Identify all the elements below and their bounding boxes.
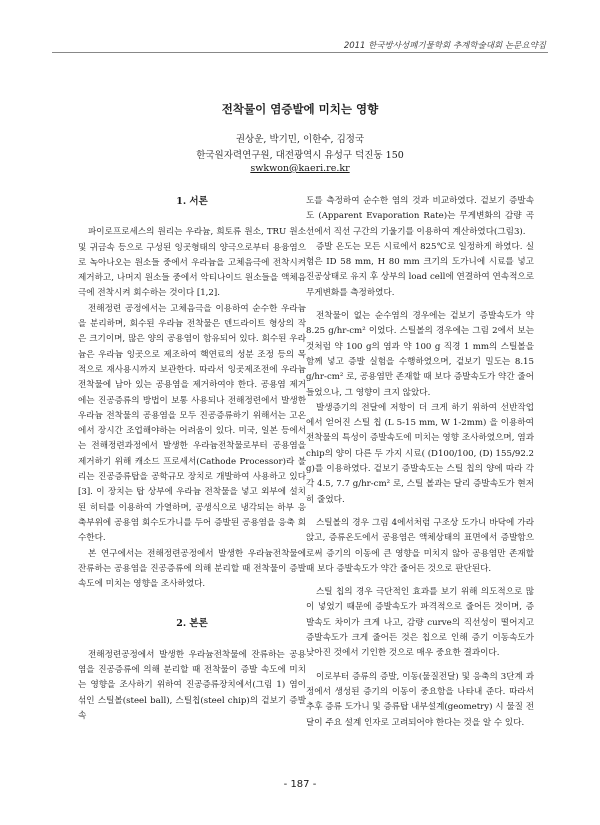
intro-paragraph-2: 전해정련 공정에서는 고체음극을 이용하여 순수한 우라늄을 분리하며, 회수된 우라늄 전착물은 덴드라이트 형상의 작은 크기이며, 많은 양의 공용염이 함유되어 있다. 회수된 우라늄은 우라늄 잉곳으로 제조하여 핵연료의 성분 조정 등의 목적으로 재사용시까지 보관한다. 따라서 잉곳제조전에 우라늄전착물에 남아 있는 공용염을 제거하여야 한다. 공용염 제거에는 진공증류의 방법이 보통 사용되나 전해정련에서 발생한 우라늄 전착물의 공용염을 모두 진공증류하기 위해서는 고온에서 장시간 조업해야하는 어려움이 있다. 미국, 일본 등에서는 전해정련과정에서 발생한 우라늄전착물로부터 공용염을 제거하기 위해 캐소드 프로세서(Cathode Processor)라 불리는 진공증류탑을 공학규모 장치로 개발하여 사용하고 있다[3]. 이 장치는 탑 상부에 우라늄 전착물을 넣고 외부에 설치된 히터를 이용하여 가열하며, 공생식으로 냉각되는 하부 응축부위에 공용염 회수도가니를 두어 증발된 공용염을 응축 회수한다. bbox=[78, 303, 306, 544]
section-heading-body: 2. 본론 bbox=[176, 618, 208, 630]
body-paragraph-5: 스틸볼의 경우 그림 4에서처럼 구조상 도가니 바닥에 가라앉고, 증류온도에서 공용염은 액체상태의 표면에서 증발함으로써 증기의 이동에 큰 영향을 미치지 않아 공용염만 존재할 때 보다 증발속도가 약간 줄어든 것으로 판단된다. bbox=[306, 517, 534, 574]
body-paragraph-7: 이로부터 증류의 증발, 이동(물질전달) 및 응축의 3단계 과정에서 생성된 증기의 이동이 중요함을 나타내 준다. 따라서 추후 증류 도가니 및 증류탑 내부설계(geometry) 시 물질 전달이 주요 설계 인자로 고려되어야 한다는 것을 알 수 있다. bbox=[306, 671, 534, 728]
body-paragraph-3: 전착물이 없는 순수염의 경우에는 겉보기 증발속도가 약 8.25 g/hr-cm² 이었다. 스틸볼의 경우에는 그림 2에서 보는 것처럼 약 100 g의 염과 약 100 g 직경 1 mm의 스틸볼을 함께 넣고 증발 실험을 수행하였으며, 겉보기 밀도는 8.15 g/hr-cm² 로, 공용염만 존재할 때 보다 증발속도가 약간 줄어들었으나, 그 영향이 크지 않았다. bbox=[306, 311, 534, 398]
body-paragraph-1: 전해정련공정에서 발생한 우라늄전착물에 잔류하는 공용염을 진공증류에 의해 분리할 때 전착물이 증발 속도에 미치는 영향을 조사하기 위하여 진공증류장치에서(그림 1) 염이 섞인 스틸볼(steel ball), 스틸칩(steel chip)의 겉보기 증발 속 bbox=[78, 649, 306, 721]
header-rule bbox=[52, 52, 548, 53]
left-column bbox=[78, 194, 306, 724]
body-paragraph-2: 증발 온도는 모든 시료에서 825℃로 일정하게 하였다. 실험은 ID 58 mm, H 80 mm 크기의 도가니에 시료를 넣고 진공상태로 유지 후 상부의 load cell에 연결하여 연속적으로 무게변화를 측정하였다. bbox=[306, 241, 534, 298]
email-link[interactable]: swkwon@kaeri.re.kr bbox=[250, 163, 350, 174]
body-paragraph-6: 스틸 칩의 경우 극단적인 효과를 보기 위해 의도적으로 많이 넣었기 때문에 증발속도가 파격적으로 줄어든 것이며, 증발속도 차이가 크게 나고, 감량 curve의 직선성이 떨어지고 증발속도가 크게 줄어든 것은 칩으로 인해 증기 이동속도가 낮아진 것에서 기인한 것으로 매우 중요한 결과이다. bbox=[306, 587, 534, 659]
running-head: 2011 한국방사성폐기물학회 추계학술대회 논문요약집 bbox=[343, 41, 546, 51]
right-column bbox=[306, 194, 534, 731]
paper-affiliation: 한국원자력연구원, 대전광역시 유성구 덕진동 150 bbox=[196, 150, 404, 161]
paper-title: 전착물이 염증발에 미치는 영향 bbox=[221, 102, 379, 116]
page-number: - 187 - bbox=[283, 779, 317, 790]
intro-paragraph-1: 파이로프로세스의 원리는 우라늄, 희토류 원소, TRU 원소 및 귀금속 등으로 구성된 잉곳형태의 양극으로부터 용융염으로 녹아나오는 원소들 중에서 우라늄을 고체음극에 전착시켜 제거하고, 나머지 원소들 중에서 악티나이드 원소들을 액체음극에 전착시켜 회수하는 것이다 [1,2]. bbox=[78, 227, 306, 299]
intro-paragraph-3: 본 연구에서는 전해정련공정에서 발생한 우라늄전착물에 잔류하는 공용염을 진공증류에 의해 분리할 때 전착물이 증발 속도에 미치는 영향을 조사하였다. bbox=[78, 548, 306, 590]
paper-authors: 권상운, 박기민, 이한수, 김정국 bbox=[235, 134, 365, 145]
paper-email bbox=[0, 163, 600, 174]
section-heading-intro: 1. 서론 bbox=[176, 196, 208, 207]
body-paragraph-1-cont: 도를 측정하여 순수한 염의 것과 비교하였다. 겉보기 증발속도 (Apparent Evaporation Rate)는 무게변화의 감량 곡선에서 직선 구간의 기울기를 이용하여 계산하였다(그림3). bbox=[306, 196, 534, 237]
body-paragraph-4: 발생증기의 전달에 저항이 더 크게 하기 위하여 선반작업에서 얻어진 스틸 칩 (L 5-15 mm, W 1-2mm) 을 이용하여 전착물의 특성이 증발속도에 미치는 영향 조사하였으며, 염과 chip의 양이 다른 두 가지 시료( (D100/100, (D) 155/92.2 g)를 이용하였다. 겉보기 증발속도는 스틸 칩의 양에 따라 각각 4.5, 7.7 g/hr-cm² 로, 스틸 볼과는 달리 증발속도가 현저히 줄었다. bbox=[306, 402, 534, 505]
